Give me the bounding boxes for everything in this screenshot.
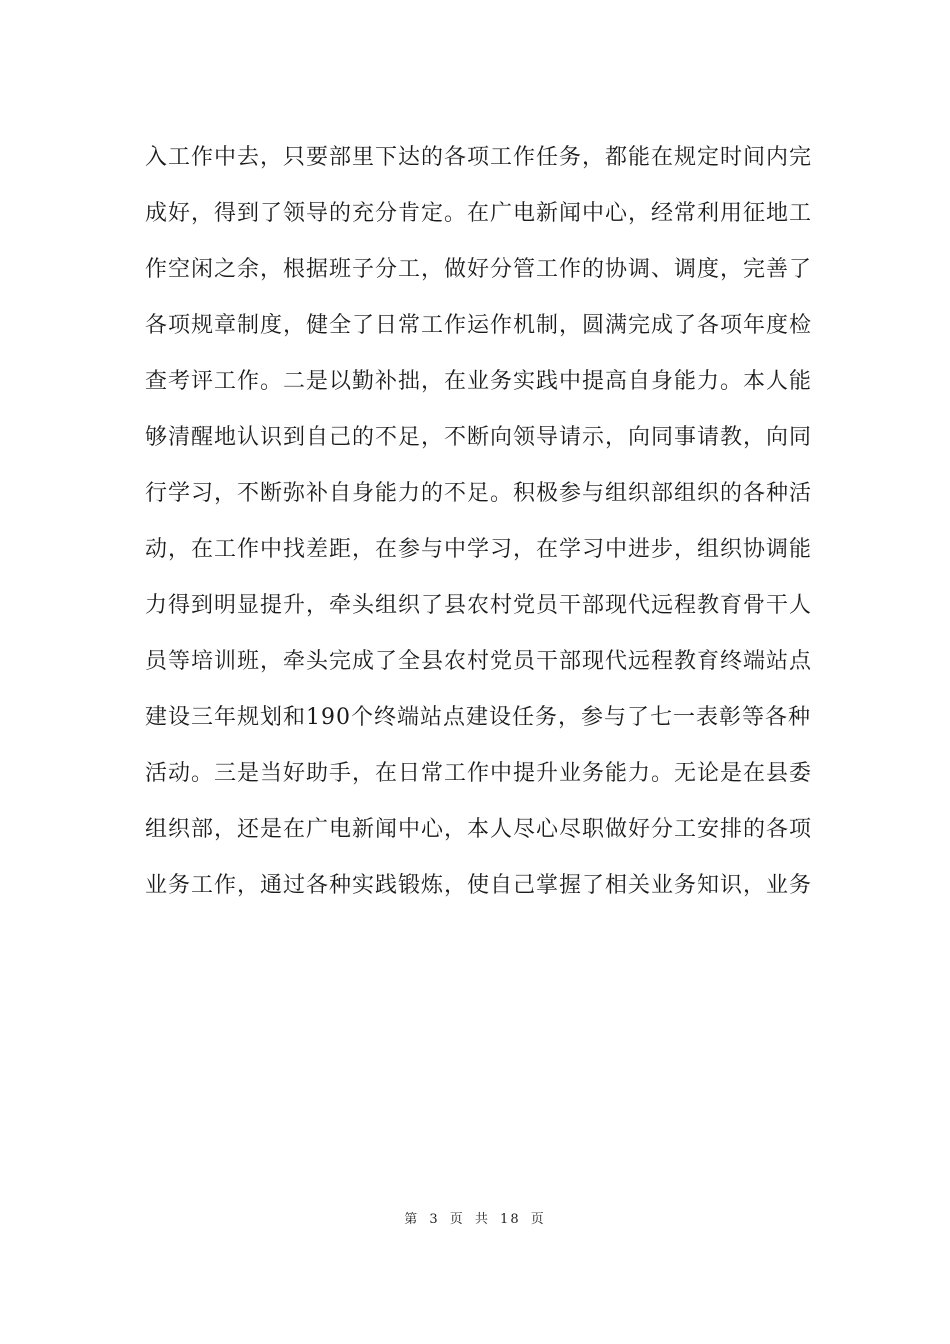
text-line: 组织部，还是在广电新闻中心，本人尽心尽职做好分工安排的各项 (145, 817, 813, 842)
text-line: 入工作中去，只要部里下达的各项工作任务，都能在规定时间内完 (145, 145, 813, 170)
text-line: 力得到明显提升，牵头组织了县农村党员干部现代远程教育骨干人 (145, 593, 813, 618)
text-line: 各项规章制度，健全了日常工作运作机制，圆满完成了各项年度检 (145, 313, 813, 338)
text-line: 成好，得到了领导的充分肯定。在广电新闻中心，经常利用征地工 (145, 201, 813, 226)
text-line: 够清醒地认识到自己的不足，不断向领导请示，向同事请教，向同 (145, 425, 813, 450)
body-text (145, 130, 815, 914)
text-line: 动，在工作中找差距，在参与中学习，在学习中进步，组织协调能 (145, 537, 813, 562)
text-line: 活动。三是当好助手，在日常工作中提升业务能力。无论是在县委 (145, 761, 813, 786)
page-number-footer: 第 3 页 共 18 页 (404, 1212, 546, 1227)
text-line: 业务工作，通过各种实践锻炼，使自己掌握了相关业务知识，业务 (145, 873, 813, 898)
text-line: 行学习，不断弥补自身能力的不足。积极参与组织部组织的各种活 (145, 481, 813, 506)
text-line: 员等培训班，牵头完成了全县农村党员干部现代远程教育终端站点 (145, 649, 813, 674)
text-line: 作空闲之余，根据班子分工，做好分管工作的协调、调度，完善了 (145, 257, 813, 282)
text-line: 查考评工作。二是以勤补拙，在业务实践中提高自身能力。本人能 (145, 369, 813, 394)
text-line: 建设三年规划和190个终端站点建设任务，参与了七一表彰等各种 (145, 705, 811, 730)
